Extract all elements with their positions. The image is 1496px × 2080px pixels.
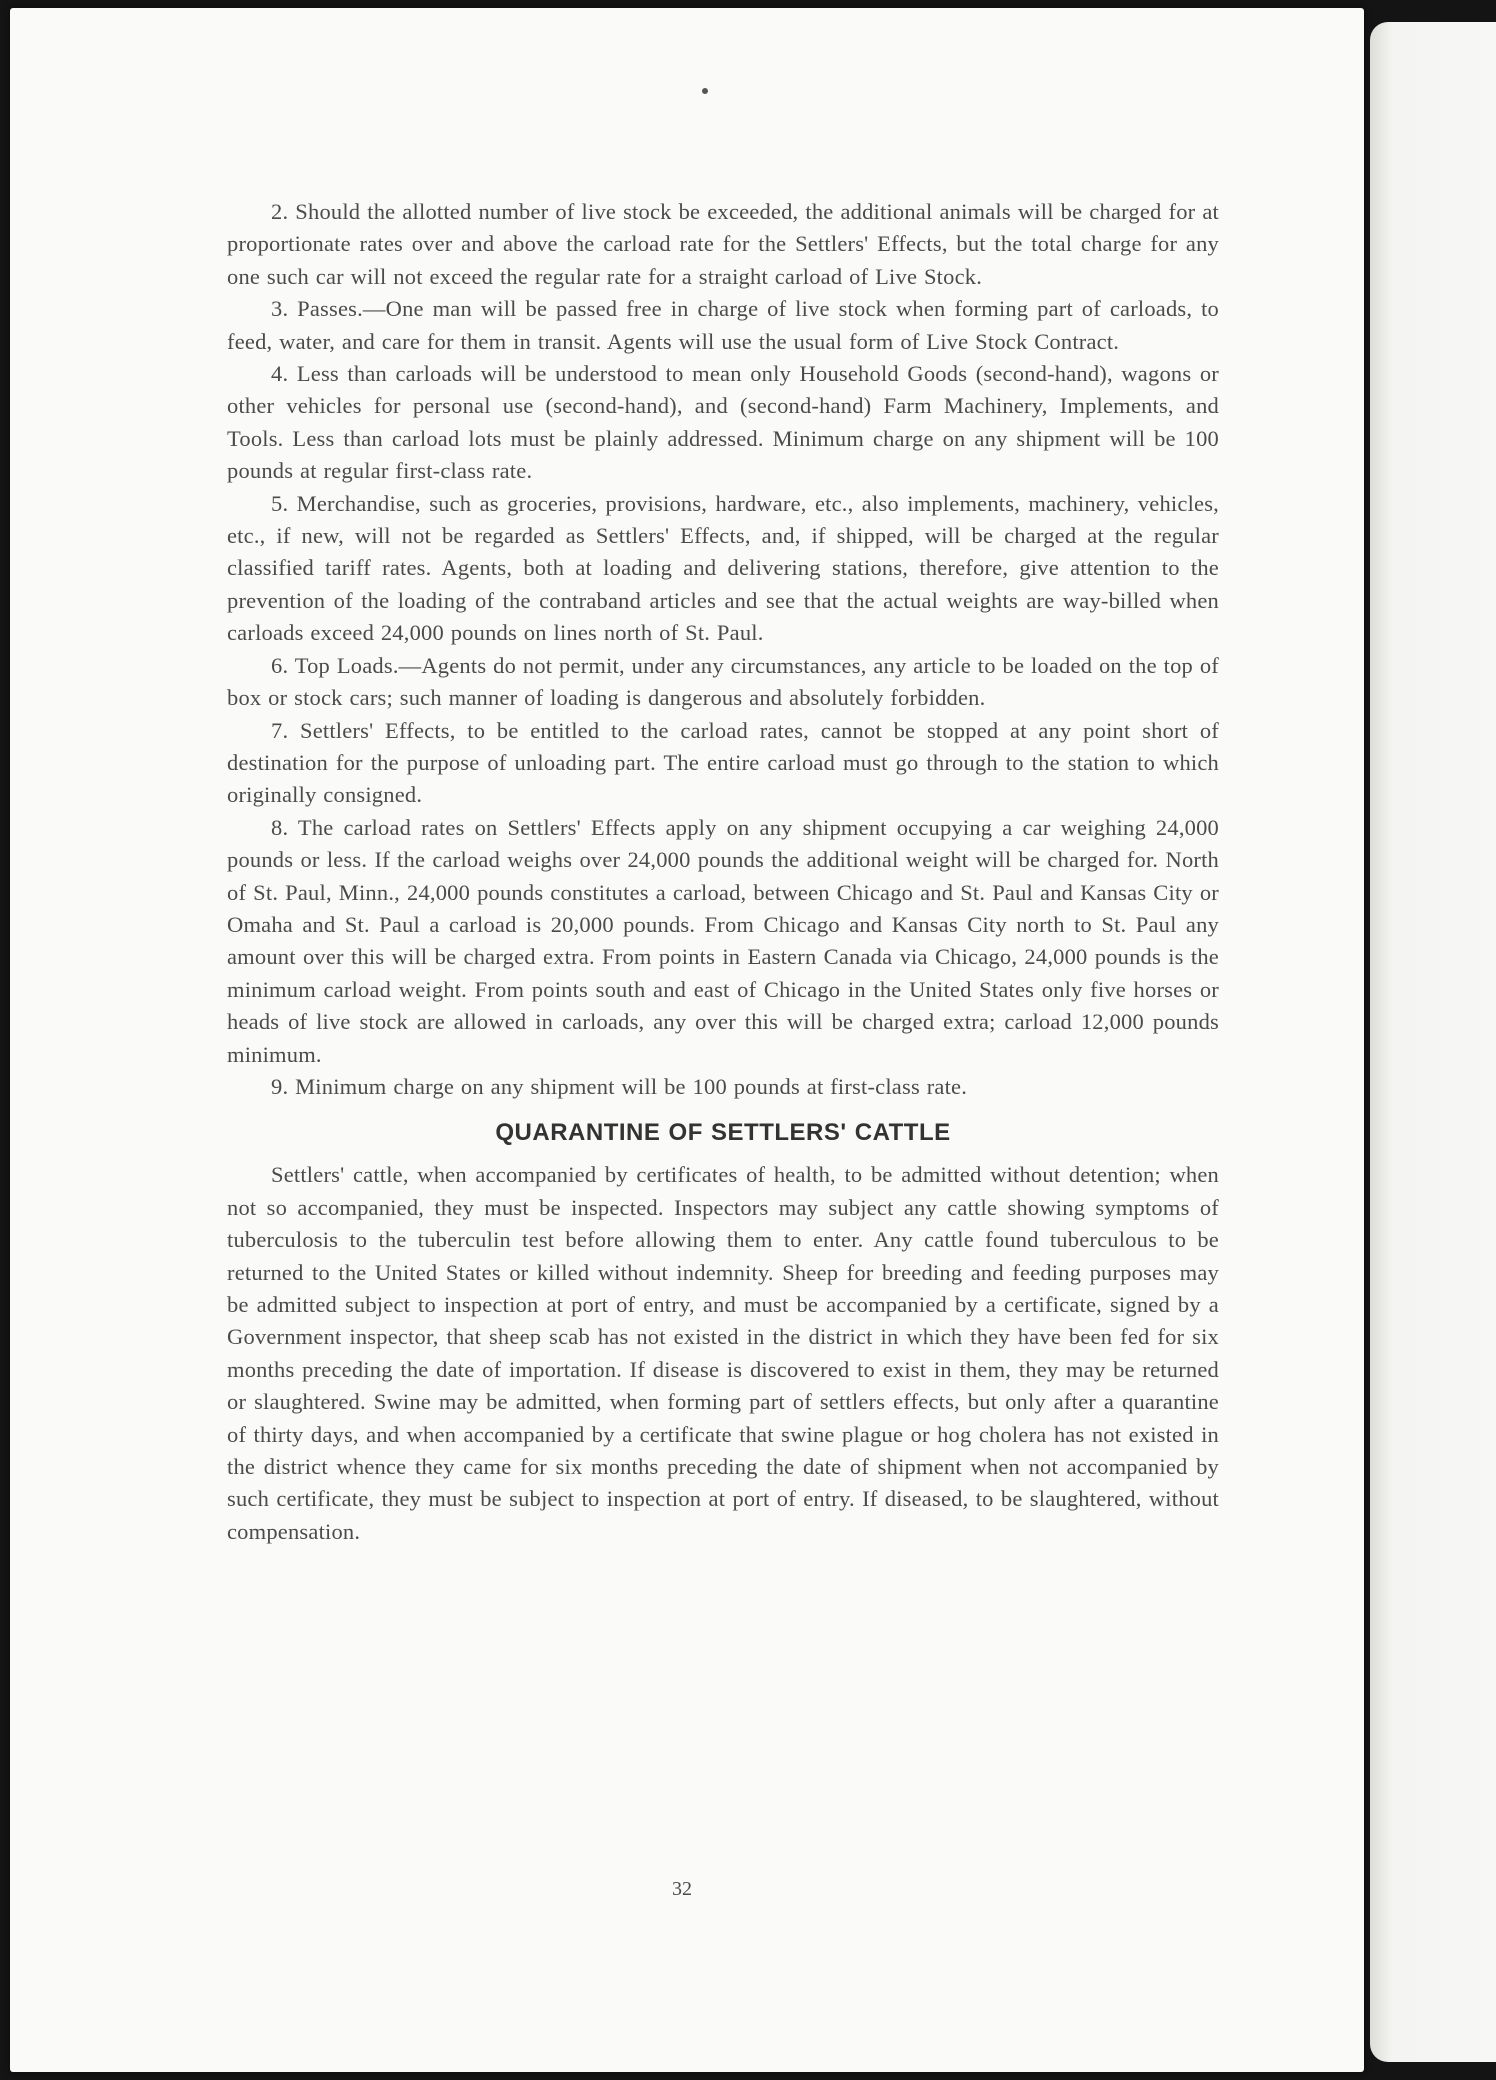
- adjacent-page-edge: [1370, 22, 1496, 2062]
- quarantine-paragraph: Settlers' cattle, when accompanied by certificates of health, to be admitted without detention; when not so accompanied, they must be inspected. Inspectors may subject any cattle showing symptoms of tuberculosis to the tuberculin test before allowing them to enter. Any cattle found tuberculous to be returned to the United States or killed without indemnity. Sheep for breeding and feeding purposes may be admitted subject to inspection at port of entry, and must be accompanied by a certificate, signed by a Government inspector, that sheep scab has not existed in the district in which they have been fed for six months preceding the date of importation. If disease is discovered to exist in them, they may be returned or slaughtered. Swine may be admitted, when forming part of settlers effects, but only after a quarantine of thirty days, and when accompanied by a certificate that swine plague or hog cholera has not existed in the district whence they came for six months preceding the date of shipment when not accompanied by such certificate, they must be subject to inspection at port of entry. If diseased, to be slaughtered, without compensation.: [227, 1162, 1219, 1544]
- paragraph-6: 6. Top Loads.—Agents do not permit, under any circumstances, any article to be loaded on the top of box or stock cars; such manner of loading is dangerous and absolutely forbidden.: [227, 652, 1219, 711]
- paragraph-3: 3. Passes.—One man will be passed free in charge of live stock when forming part of carloads, to feed, water, and care for them in transit. Agents will use the usual form of Live Stock Contract.: [227, 296, 1219, 354]
- paragraph-2: 2. Should the allotted number of live stock be exceeded, the additional animals will be charged for at proportionate rates over and above the carload rate for the Settlers' Effects, but the total charge for any one such car will not exceed the regular rate for a straight carload of Live Stock.: [227, 199, 1219, 289]
- paragraph-7: 7. Settlers' Effects, to be entitled to the carload rates, cannot be stopped at any point short of destination for the purpose of unloading part. The entire carload must go through to the station to which originally consigned.: [227, 717, 1219, 808]
- print-mark: [702, 88, 708, 94]
- paragraph-5: 5. Merchandise, such as groceries, provisions, hardware, etc., also implements, machinery, vehicles, etc., if new, will not be regarded as Settlers' Effects, and, if shipped, will be charged at the regular classified tariff rates. Agents, both at loading and delivering stations, therefore, give attention to the prevention of the loading of the contraband articles and see that the actual weights are way-billed when carloads exceed 24,000 pounds on lines north of St. Paul.: [227, 490, 1219, 646]
- paragraph-8: 8. The carload rates on Settlers' Effects apply on any shipment occupying a car weighing 24,000 pounds or less. If the carload weighs over 24,000 pounds the additional weight will be charged for. North of St. Paul, Minn., 24,000 pounds constitutes a carload, between Chicago and St. Paul and Kansas City or Omaha and St. Paul a carload is 20,000 pounds. From Chicago and Kansas City north to St. Paul any amount over this will be charged extra. From points in Eastern Canada via Chicago, 24,000 pounds is the minimum carload weight. From points south and east of Chicago in the United States only five horses or heads of live stock are allowed in carloads, any over this will be charged extra; carload 12,000 pounds minimum.: [227, 814, 1219, 1067]
- paragraph-4: 4. Less than carloads will be understood to mean only Household Goods (second-hand), wagons or other vehicles for personal use (second-hand), and (second-hand) Farm Machinery, Implements, and Tools. Less than carload lots must be plainly addressed. Minimum charge on any shipment will be 100 pounds at regular first-class rate.: [227, 361, 1219, 484]
- paragraph-9: 9. Minimum charge on any shipment will be 100 pounds at first-class rate.: [271, 1073, 968, 1099]
- page-number: 32: [672, 1878, 692, 1900]
- section-heading: QUARANTINE OF SETTLERS' CATTLE: [495, 1119, 951, 1147]
- page-body: [227, 196, 1219, 1548]
